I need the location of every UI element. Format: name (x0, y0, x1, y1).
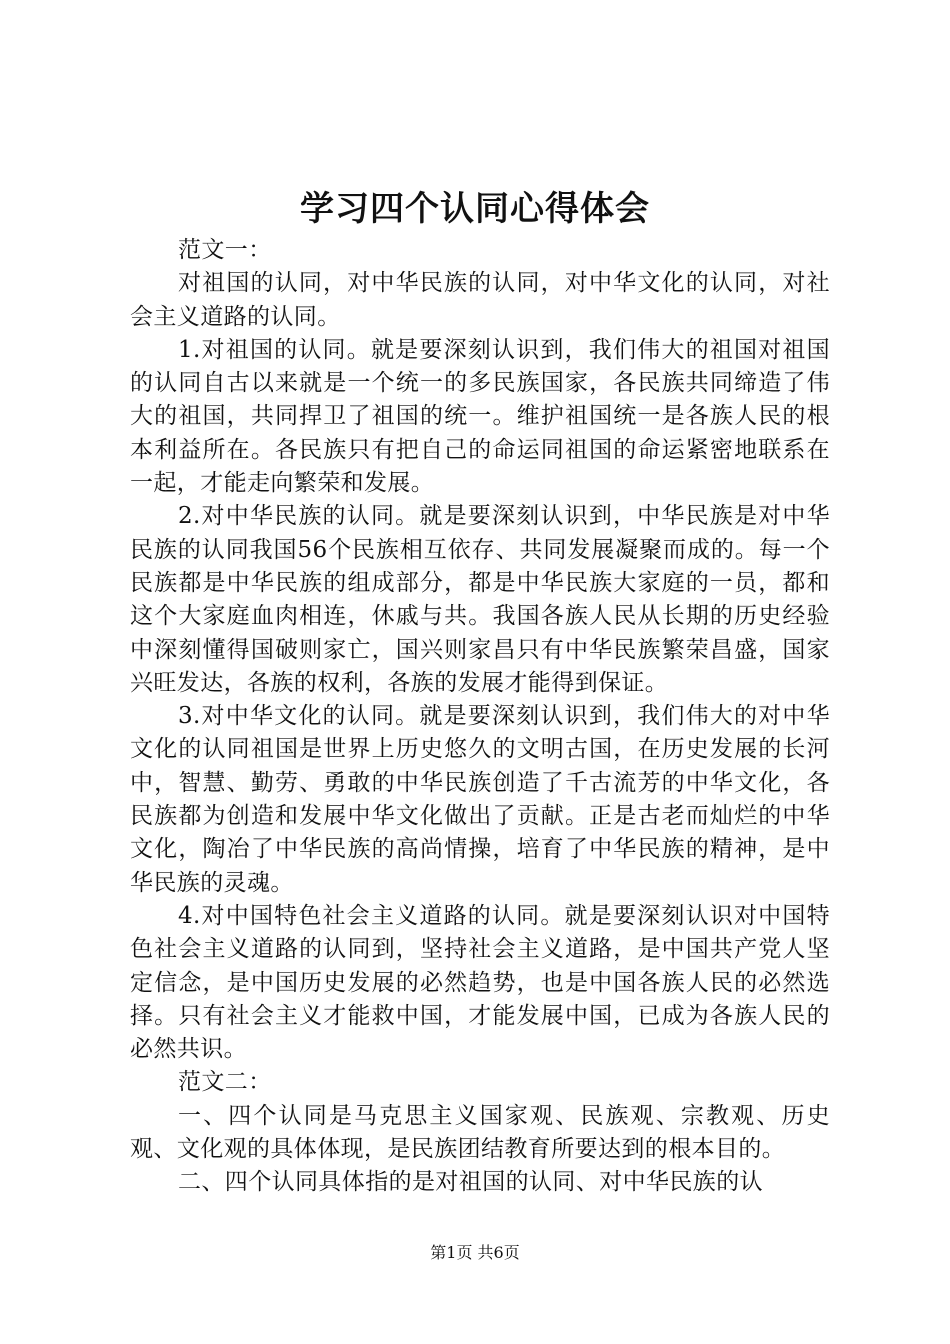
paragraph-sample-2-item-2: 二、四个认同具体指的是对祖国的认同、对中华民族的认 (178, 1169, 763, 1196)
paragraph-sample-2-item-1: 一、四个认同是马克思主义国家观、民族观、宗教观、历史观、文化观的具体体现，是民族团结教育所要达到的根本目的。 (130, 1102, 830, 1163)
section-heading-sample-1: 范文一： (178, 237, 272, 263)
paragraph-point-2: 2.对中华民族的认同。就是要深刻认识到，中华民族是对中华民族的认同我国56个民族相互依存、共同发展凝聚而成的。每一个民族都是中华民族的组成部分，都是中华民族大家庭的一员，都和这个大家庭血肉相连，休戚与共。我国各族人民从长期的历史经验中深刻懂得国破则家亡，国兴则家昌只有中华民族繁荣昌盛，国家兴旺发达，各族的权利，各族的发展才能得到保证。 (130, 503, 830, 696)
page-footer (0, 1242, 950, 1264)
section-heading-sample-2: 范文二： (178, 1069, 272, 1096)
page-number: 第1页 共6页 (430, 1243, 520, 1262)
paragraph-point-4: 4.对中国特色社会主义道路的认同。就是要深刻认识对中国特色社会主义道路的认同到，坚持社会主义道路，是中国共产党人坚定信念，是中国历史发展的必然趋势，也是中国各族人民的必然选择。只有社会主义才能救中国，才能发展中国，已成为各族人民的必然共识。 (130, 902, 830, 1063)
paragraph-point-1: 1.对祖国的认同。就是要深刻认识到，我们伟大的祖国对祖国的认同自古以来就是一个统一的多民族国家，各民族共同缔造了伟大的祖国，共同捍卫了祖国的统一。维护祖国统一是各族人民的根本利益所在。各民族只有把自己的命运同祖国的命运紧密地联系在一起，才能走向繁荣和发展。 (130, 336, 830, 497)
document-body (130, 234, 830, 1200)
paragraph-intro: 对祖国的认同，对中华民族的认同，对中华文化的认同，对社会主义道路的认同。 (130, 270, 830, 330)
document-title: 学习四个认同心得体会 (300, 189, 650, 229)
paragraph-point-3: 3.对中华文化的认同。就是要深刻认识到，我们伟大的对中华文化的认同祖国是世界上历史悠久的文明古国，在历史发展的长河中，智慧、勤劳、勇敢的中华民族创造了千古流芳的中华文化，各民族都为创造和发展中华文化做出了贡献。正是古老而灿烂的中华文化，陶冶了中华民族的高尚情操，培育了中华民族的精神，是中华民族的灵魂。 (130, 703, 830, 896)
